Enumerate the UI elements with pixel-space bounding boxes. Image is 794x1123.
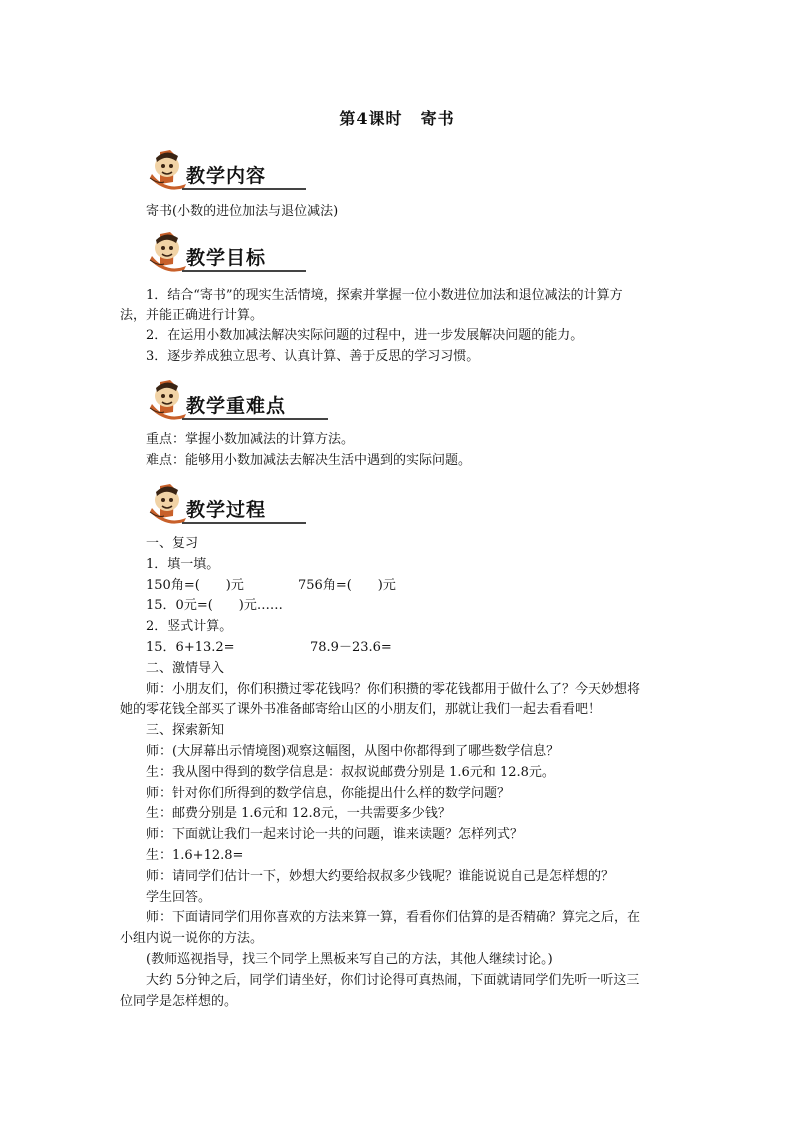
process-teacher-7a: 大约 5分钟之后，同学们请坐好，你们讨论得可真热闹，下面就请同学们先听一听这三 <box>146 973 640 988</box>
section-label-goals: 教学目标 <box>186 247 267 269</box>
process-calc-1: 15．6+13.2= <box>146 640 235 655</box>
process-teacher-2: 师：(大屏幕出示情境图)观察这幅图，从图中你都得到了哪些数学信息？ <box>146 744 560 759</box>
process-teacher-6b: 小组内说一说你的方法。 <box>120 931 264 946</box>
process-vertical-calc: 2．竖式计算。 <box>146 619 233 634</box>
process-intro-heading: 二、激情导入 <box>146 661 225 676</box>
section-label-process: 教学过程 <box>186 499 267 521</box>
process-student-answer: 学生回答。 <box>146 890 212 905</box>
section-label-keypoints: 教学重难点 <box>186 395 287 417</box>
process-teacher-6a: 师：下面请同学们用你喜欢的方法来算一算，看看你们估算的是否精确？算完之后，在 <box>146 910 641 925</box>
process-exercise-1b: 756角=( )元 <box>298 578 396 593</box>
section-underline <box>182 188 306 190</box>
process-teacher-1b: 她的零花钱全部买了课外书准备邮寄给山区的小朋友们，那就让我们一起去看看吧！ <box>120 702 602 717</box>
goal-3: 3．逐步养成独立思考、认真计算、善于反思的学习习惯。 <box>146 349 480 364</box>
section-header-keypoints <box>146 378 316 424</box>
lesson-topic: 寄书 <box>420 109 455 128</box>
process-student-3: 生：1.6+12.8= <box>146 848 244 863</box>
process-exercise-2: 15．0元=( )元…… <box>146 598 283 613</box>
process-teacher-1a: 师：小朋友们，你们积攒过零花钱吗？你们积攒的零花钱都用于做什么了？今天妙想将 <box>146 682 641 697</box>
section-underline <box>182 270 306 272</box>
section-header-goals <box>146 230 316 276</box>
section-header-process <box>146 482 316 528</box>
section-header-content <box>146 148 316 194</box>
page-title <box>0 106 794 129</box>
process-student-2: 生：邮费分别是 1.6元和 12.8元，一共需要多少钱？ <box>146 806 451 821</box>
section-underline <box>182 418 328 420</box>
process-teacher-5: 师：请同学们估计一下，妙想大约要给叔叔多少钱呢？谁能说说自己是怎样想的？ <box>146 869 615 884</box>
process-calc-2: 78.9－23.6= <box>310 640 392 655</box>
goal-1-line-2: 法，并能正确进行计算。 <box>120 308 264 323</box>
content-text: 寄书(小数的进位加法与退位减法) <box>146 204 339 219</box>
process-exercise-1a: 150角=( )元 <box>146 578 244 593</box>
process-review-heading: 一、复习 <box>146 536 199 551</box>
lesson-number: 第4课时 <box>339 109 403 128</box>
process-teacher-4: 师：下面就让我们一起来讨论一共的问题，谁来读题？怎样列式？ <box>146 827 524 842</box>
goal-2: 2．在运用小数加减法解决实际问题的过程中，进一步发展解决问题的能力。 <box>146 328 584 343</box>
section-label-content: 教学内容 <box>186 165 267 187</box>
process-fill-in: 1．填一填。 <box>146 557 220 572</box>
process-teacher-3: 师：针对你们所得到的数学信息，你能提出什么样的数学问题？ <box>146 786 511 801</box>
process-teacher-guidance: (教师巡视指导，找三个同学上黑板来写自己的方法，其他人继续讨论。) <box>146 952 553 967</box>
keypoint-difficulty: 难点：能够用小数加减法去解决生活中遇到的实际问题。 <box>146 453 472 468</box>
keypoint-focus: 重点：掌握小数加减法的计算方法。 <box>146 432 355 447</box>
process-explore-heading: 三、探索新知 <box>146 723 225 738</box>
section-underline <box>182 522 306 524</box>
goal-1-line-1: 1．结合“寄书”的现实生活情境，探索并掌握一位小数进位加法和退位减法的计算方 <box>146 288 623 303</box>
process-teacher-7b: 位同学是怎样想的。 <box>120 994 238 1009</box>
process-student-1: 生：我从图中得到的数学信息是：叔叔说邮费分别是 1.6元和 12.8元。 <box>146 765 555 780</box>
